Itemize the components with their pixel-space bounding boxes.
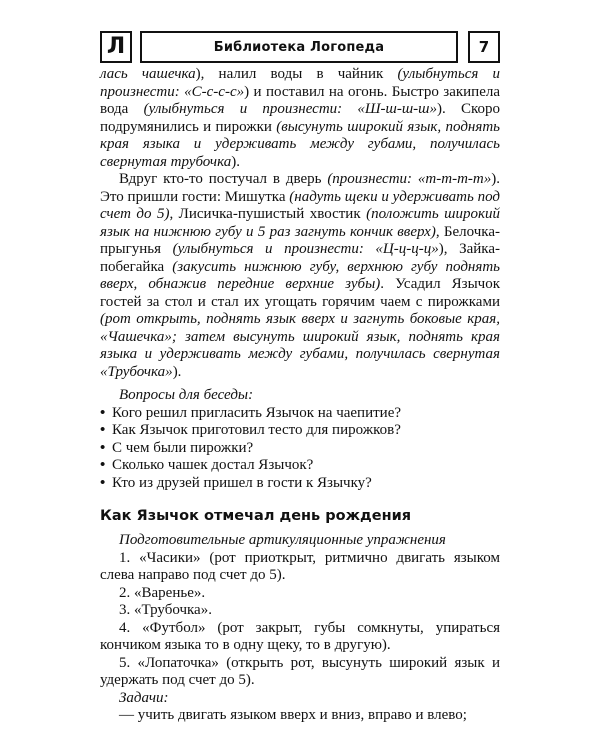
list-item: [100, 440, 500, 458]
exercise-item: 5. «Лопаточка» (открыть рот, высунуть широкий язык и удержать под счет до 5).: [100, 654, 500, 688]
text-span: (улыбнуться и произнести: «Ц-ц-ц-ц»: [172, 241, 439, 257]
text-span: . Усадил Язычок гостей за стол и стал их угощать горячим чаем с пирожками: [100, 276, 500, 310]
section-title: Как Язычок отмечал день рождения: [100, 508, 412, 524]
page-number: 7: [468, 31, 500, 63]
spacer: [100, 492, 500, 506]
bullet-icon: •: [100, 439, 106, 456]
text-span: (положить широкий язык на нижнюю губу и 5 раз загнуть кончик вверх): [100, 206, 500, 240]
exercises-heading: Подготовительные артикуляционные упражнения: [119, 532, 446, 548]
question-text: Как Язычок приготовил тесто для пирожков?: [112, 422, 401, 438]
text-span: , Белочка-прыгунья: [100, 223, 500, 257]
text-span: ). Скоро подрумянились и пирожки: [100, 101, 500, 135]
page-header: [100, 31, 500, 61]
running-title: [140, 31, 458, 63]
series-logo: Л: [100, 31, 132, 63]
exercise-item: 1. «Часики» (рот приоткрыт, ритмично двигать языком слева направо под счет до 5).: [100, 549, 500, 583]
text-span: (надуть щеки и удерживать под счет до 5): [100, 188, 500, 222]
question-text: Сколько чашек достал Язычок?: [112, 457, 314, 473]
text-span: ).: [231, 153, 240, 170]
text-span: ), налил воды в чайник: [195, 66, 398, 82]
exercise-item: 2. «Варенье».: [119, 584, 206, 601]
list-item: [100, 475, 500, 493]
paragraph-1: [100, 66, 500, 171]
text-span: ), Зайка-побегайка: [100, 241, 500, 275]
questions-heading: Вопросы для беседы:: [119, 387, 254, 403]
bullet-icon: •: [100, 474, 106, 491]
questions-list: [100, 405, 500, 493]
paragraph-2: [100, 171, 500, 381]
text-span: (улыбнуться и произнести: «С-с-с-с»: [100, 66, 500, 100]
text-span: (закусить нижнюю губу, верхнюю губу поднять вверх, обнажив передние верхние зубы): [100, 258, 500, 292]
list-item: [100, 422, 500, 440]
text-span: лась чашечка: [100, 66, 196, 82]
bullet-icon: •: [100, 404, 106, 421]
page-content: [100, 66, 500, 725]
question-text: Кто из друзей пришел в гости к Язычку?: [112, 474, 372, 491]
text-span: (высунуть широкий язык, поднять края языка и удерживать между губами, получилась свернутая трубочка: [100, 118, 500, 170]
bullet-icon: •: [100, 457, 106, 473]
text-span: ).: [172, 363, 182, 380]
list-item: [100, 457, 500, 475]
bullet-icon: •: [100, 422, 106, 438]
question-text: С чем были пирожки?: [112, 439, 254, 456]
task-item: — учить двигать языком вверх и вниз, вправо и влево;: [119, 707, 467, 723]
text-span: ) и поставил на огонь. Быстро закипела вода: [100, 83, 501, 117]
exercise-item: 3. «Трубочка».: [119, 602, 212, 618]
text-span: Вдруг кто-то постучал в дверь: [119, 171, 328, 187]
running-title-text: Библиотека Логопеда: [213, 39, 385, 55]
text-span: (произнести: «т-т-т-т»: [327, 171, 492, 187]
exercise-item: 4. «Футбол» (рот закрыт, губы сомкнуты, упираться кончиком языка то в одну щеку, то в другую).: [100, 619, 500, 653]
text-span: , Лисичка-пушистый хвостик: [169, 206, 367, 222]
text-span: (рот открыть, поднять язык вверх и загнуть боковые края, «Чашечка»; затем высунуть широкий язык, поднять края языка и удерживать между губами, получилась свернутая «Трубочка»: [100, 311, 500, 380]
text-span: (улыбнуться и произнести: «Ш-ш-ш-ш»: [143, 101, 437, 117]
question-text: Кого решил пригласить Язычок на чаепитие?: [112, 404, 402, 421]
tasks-label: Задачи:: [119, 689, 169, 706]
text-span: ). Это пришли гости: Мишутка: [100, 171, 500, 205]
list-item: [100, 405, 500, 423]
